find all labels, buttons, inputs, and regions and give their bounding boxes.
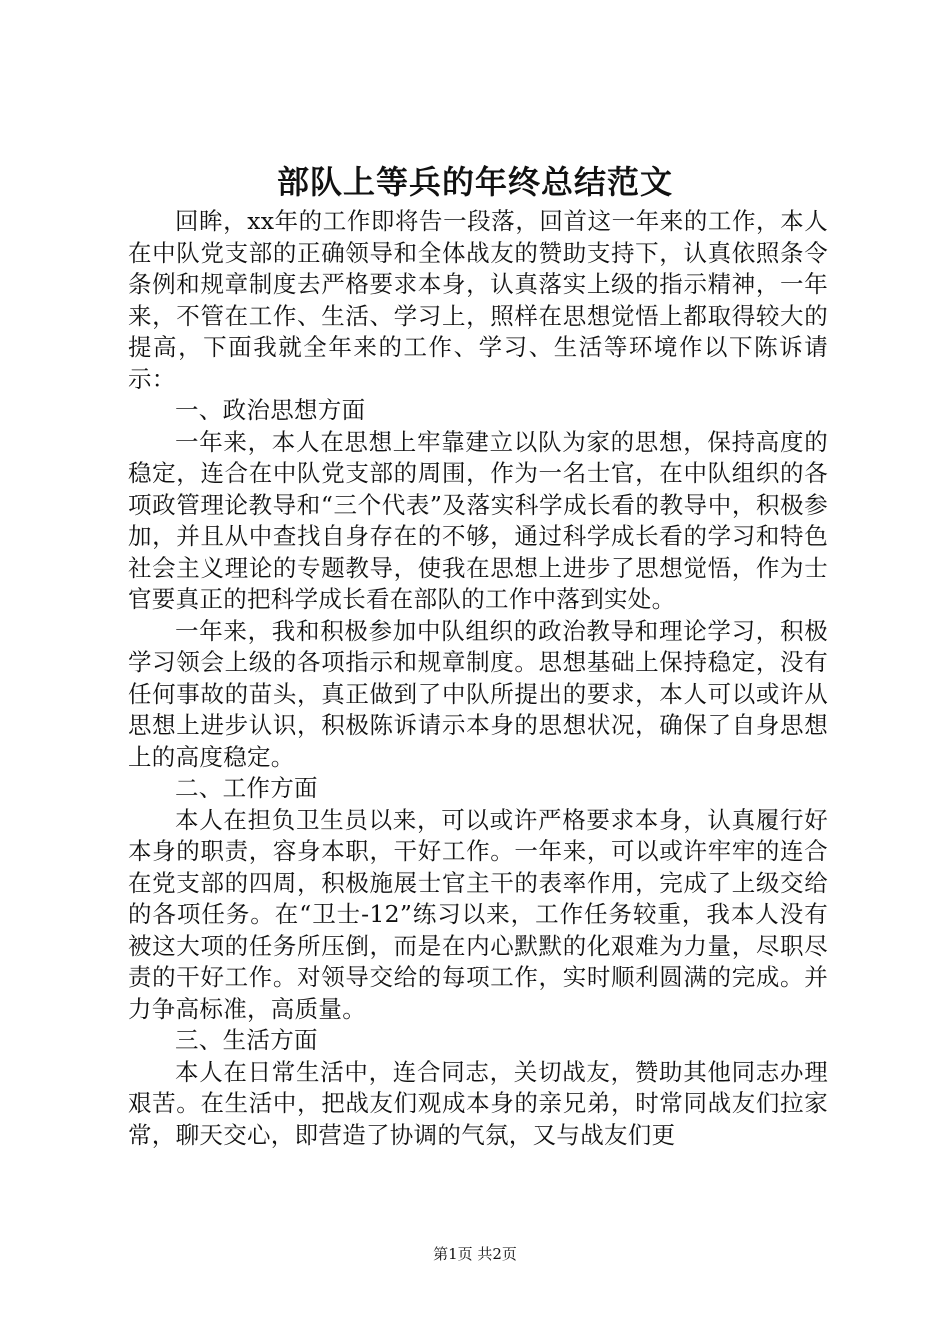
politics-paragraph-1: 一年来，本人在思想上牢靠建立以队为家的思想，保持高度的稳定，连合在中队党支部的周围，作为一名士官，在中队组织的各项政管理论教导和“三个代表”及落实科学成长看的教导中，积极参加，并且从中查找自身存在的不够，通过科学成长看的学习和特色社会主义理论的专题教导，使我在思想上进步了思想觉悟，作为士官要真正的把科学成长看在部队的工作中落到实处。	[128, 427, 828, 613]
document-body	[128, 206, 828, 1151]
page-footer: 第1页 共2页	[433, 1245, 517, 1263]
section-heading-life: 三、生活方面	[175, 1026, 318, 1054]
politics-paragraph-2: 一年来，我和积极参加中队组织的政治教导和理论学习，积极学习领会上级的各项指示和规章制度。思想基础上保持稳定，没有任何事故的苗头，真正做到了中队所提出的要求，本人可以或许从思想上进步认识，积极陈诉请示本身的思想状况，确保了自身思想上的高度稳定。	[128, 616, 828, 771]
intro-paragraph: 回眸，xx年的工作即将告一段落，回首这一年来的工作，本人在中队党支部的正确领导和全体战友的赞助支持下，认真依照条令条例和规章制度去严格要求本身，认真落实上级的指示精神，一年来，不管在工作、生活、学习上，照样在思想觉悟上都取得较大的提高，下面我就全年来的工作、学习、生活等环境作以下陈诉请示：	[128, 207, 828, 393]
life-paragraph: 本人在日常生活中，连合同志，关切战友，赞助其他同志办理艰苦。在生活中，把战友们观成本身的亲兄弟，时常同战友们拉家常，聊天交心，即营造了协调的气氛，又与战友们更	[128, 1057, 828, 1149]
work-paragraph: 本人在担负卫生员以来，可以或许严格要求本身，认真履行好本身的职责，容身本职，干好工作。一年来，可以或许牢牢的连合在党支部的四周，积极施展士官主干的表率作用，完成了上级交给的各项任务。在“卫士-12”练习以来，工作任务较重，我本人没有被这大项的任务所压倒，而是在内心默默的化艰难为力量，尽职尽责的干好工作。对领导交给的每项工作，实时顺利圆满的完成。并力争高标准，高质量。	[128, 805, 828, 1023]
section-heading-politics: 一、政治思想方面	[175, 396, 366, 424]
document-title: 部队上等兵的年终总结范文	[276, 163, 673, 201]
section-heading-work: 二、工作方面	[175, 774, 318, 802]
